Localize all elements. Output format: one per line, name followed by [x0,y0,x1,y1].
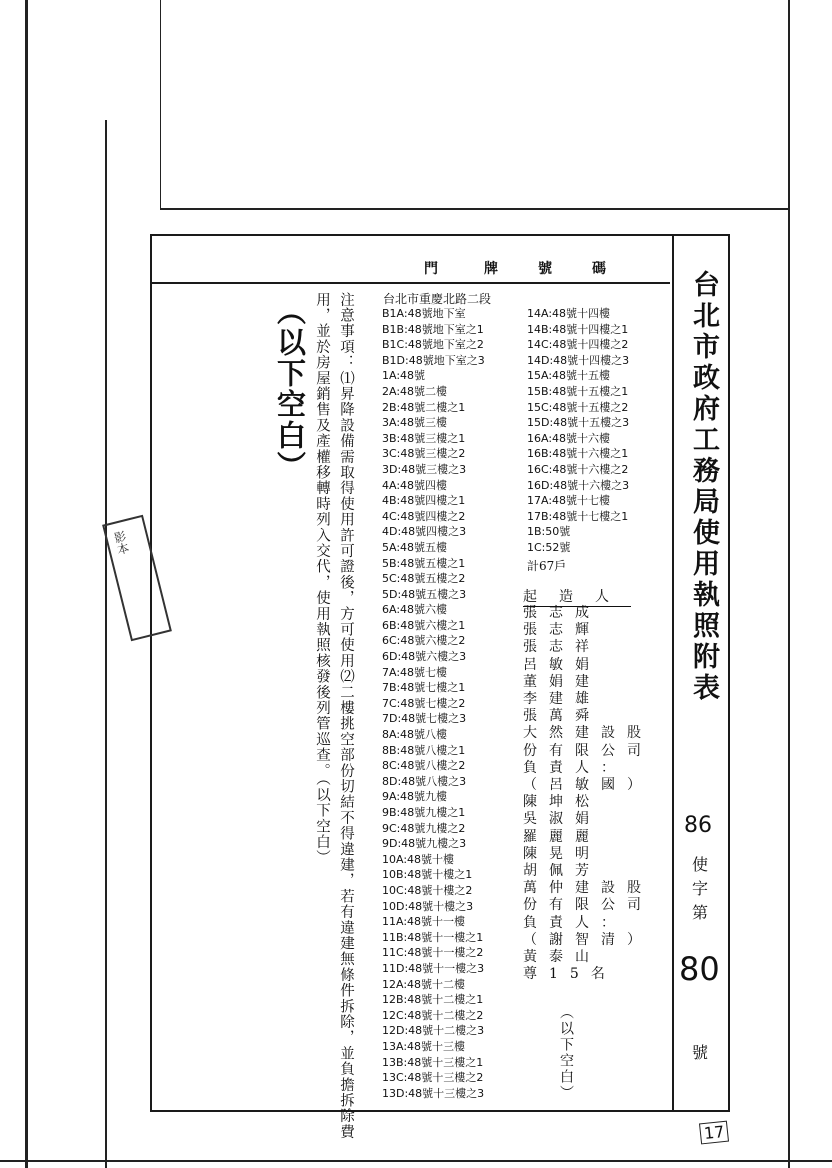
permit-char-zi: 字 [692,879,709,898]
builder-entry: 萬仲建設股 [523,880,653,897]
address-entry: 5A:48號五樓 [382,540,448,554]
address-entry: B1B:48號地下室之1 [382,322,484,336]
column-header [152,252,670,284]
address-entry: 10D:48號十樓之3 [382,899,474,913]
address-entry: 3C:48號三樓之2 [382,447,466,461]
address-entry: 9B:48號九樓之1 [382,806,466,819]
address-entry: 15C:48號十五樓之2 [527,400,629,414]
address-entry: 16A:48號十六樓 [527,431,611,445]
address-entry: 5B:48號五樓之1 [382,556,466,570]
address-entry: 15A:48號十五樓 [527,369,611,383]
address-entry: 1B:50號 [527,525,571,539]
builder-entry: 羅麗麗 [523,828,601,845]
address-entry: B1D:48號地下室之3 [382,353,485,367]
address-entry: 4D:48號四樓之3 [382,525,467,539]
address-entry: 12A:48號十二樓 [382,977,466,991]
notes-line-2: 用，並於房屋銷售及產權移轉時列入交代，使用執照核發後列管巡查。（以下空白） [314,292,330,866]
scan-edge-line-bottom [0,1160,832,1162]
builder-entry: 張志祥 [523,639,601,656]
address-entry: 11D:48號十一樓之3 [382,961,485,975]
address-entry: 3D:48號三樓之3 [382,462,467,476]
address-entry: 14A:48號十四樓 [527,307,611,320]
builder-entry: 份有限公司 [523,742,653,759]
address-entry: 7D:48號七樓之3 [382,712,467,726]
address-entry: 5C:48號五樓之2 [382,572,466,586]
address-entry: 4A:48號四樓 [382,478,448,492]
address-entry: 5D:48號五樓之3 [382,587,467,601]
scan-edge-line-inner [105,120,107,1168]
address-entry: 15B:48號十五樓之1 [527,384,629,398]
builder-entry: 張志成 [523,605,601,621]
address-entry: 13B:48號十三樓之1 [382,1055,484,1069]
builder-entry: 吳淑娟 [523,811,601,828]
address-entry: 11B:48號十一樓之1 [382,930,484,944]
address-entry: 15D:48號十五樓之3 [527,416,630,430]
scan-edge-line-left [25,0,28,1168]
builder-entry: 負責人： [523,914,627,931]
builder-entry: 大然建設股 [523,725,653,742]
address-entry: 14B:48號十四樓之1 [527,322,629,336]
address-entry: 4C:48號四樓之2 [382,509,466,523]
address-entry: 10C:48號十樓之2 [382,883,473,897]
builder-entry: 張萬舜 [523,708,601,725]
address-entry: 17B:48號十七樓之1 [527,509,629,523]
scan-edge-line-top [160,208,790,210]
builder-entry: 董娟建 [523,673,601,690]
stamp-text: 影本 [111,529,131,557]
permit-year: 86 [684,813,712,838]
address-entry: 12B:48號十二樓之1 [382,993,484,1007]
column-header-char: 號 [538,261,552,277]
address-entry: 8A:48號八樓 [382,728,448,742]
builders-list [523,605,653,983]
form-title: 台北市政府工務局使用執照附表 [688,270,719,704]
address-entry: 12D:48號十二樓之3 [382,1024,485,1038]
permit-char-shi: 使 [692,855,709,874]
unit-total: 計67戶 [527,559,567,573]
builder-entry: 陳晃明 [523,845,601,862]
street-name: 台北市重慶北路二段 [383,292,492,306]
builder-entry: 尊15名 [523,966,617,983]
address-list-left [382,306,485,1101]
address-entry: 16B:48號十六樓之1 [527,447,629,461]
address-entry: 6C:48號六樓之2 [382,634,466,648]
address-list-right [527,306,629,556]
end-note: （以下空白） [558,1005,574,1101]
address-entry: 11A:48號十一樓 [382,915,466,929]
address-entry: 14C:48號十四樓之2 [527,338,629,352]
handwritten-note: （以下空白） [273,296,307,482]
builder-entry: （謝智清） [523,931,653,948]
permit-char-di: 第 [692,903,709,922]
address-entry: 8D:48號八樓之3 [382,774,467,788]
address-entry: 9D:48號九樓之3 [382,837,467,851]
address-entry: 10B:48號十樓之1 [382,868,473,882]
scan-edge-line-mid [160,0,161,210]
address-entry: 7B:48號七樓之1 [382,681,466,695]
builder-entry: 黃泰山 [523,949,601,966]
address-entry: 4B:48號四樓之1 [382,494,466,508]
address-entry: 7C:48號七樓之2 [382,696,466,710]
address-entry: 16D:48號十六樓之3 [527,478,630,492]
address-entry: 16C:48號十六樓之2 [527,462,629,476]
address-entry: 8B:48號八樓之1 [382,743,466,757]
builder-entry: 李建雄 [523,691,601,708]
address-entry: 17A:48號十七樓 [527,494,611,508]
address-entry: B1C:48號地下室之2 [382,338,484,352]
builder-entry: 份有限公司 [523,897,653,914]
permit-number: 80 [679,950,720,988]
builder-entry: 陳坤松 [523,794,601,811]
permit-char-hao: 號 [692,1043,709,1062]
scan-edge-line-right [788,0,790,1168]
builder-entry: 胡佩芳 [523,863,601,880]
address-entry: 2B:48號二樓之1 [382,400,466,414]
builders-heading: 起造人 [523,586,631,607]
notes-line-1: 注意事項：⑴昇降設備需取得使用許可證後，方可使用⑵二樓挑空部份切結不得違建，若有違建無條件拆除，並負擔拆除費 [338,292,354,1140]
address-entry: 7A:48號七樓 [382,665,448,679]
address-entry: 9A:48號九樓 [382,790,448,804]
address-entry: 1A:48號 [382,369,426,383]
address-entry: 6D:48號六樓之3 [382,650,467,664]
address-entry: 13C:48號十三樓之2 [382,1071,484,1085]
column-header-char: 碼 [592,261,606,277]
column-header-char: 牌 [484,261,498,277]
address-entry: 3B:48號三樓之1 [382,431,466,445]
address-entry: 14D:48號十四樓之3 [527,353,630,367]
builder-entry: （呂敏國） [523,777,653,794]
page-mark: 17 [699,1121,729,1145]
address-entry: 11C:48號十一樓之2 [382,946,484,960]
address-entry: B1A:48號地下室 [382,307,466,320]
address-entry: 13D:48號十三樓之3 [382,1086,485,1100]
builder-entry: 張志輝 [523,622,601,639]
address-entry: 12C:48號十二樓之2 [382,1008,484,1022]
address-entry: 6A:48號六樓 [382,603,448,617]
address-entry: 13A:48號十三樓 [382,1039,466,1053]
builder-entry: 負責人： [523,759,627,776]
address-entry: 1C:52號 [527,540,571,554]
address-entry: 8C:48號八樓之2 [382,759,466,773]
address-entry: 10A:48號十樓 [382,852,455,866]
builder-entry: 呂敏娟 [523,656,601,673]
address-entry: 6B:48號六樓之1 [382,618,466,632]
address-entry: 9C:48號九樓之2 [382,821,466,835]
column-header-char: 門 [424,261,438,277]
address-entry: 3A:48號三樓 [382,416,448,430]
address-entry: 2A:48號二樓 [382,384,448,398]
